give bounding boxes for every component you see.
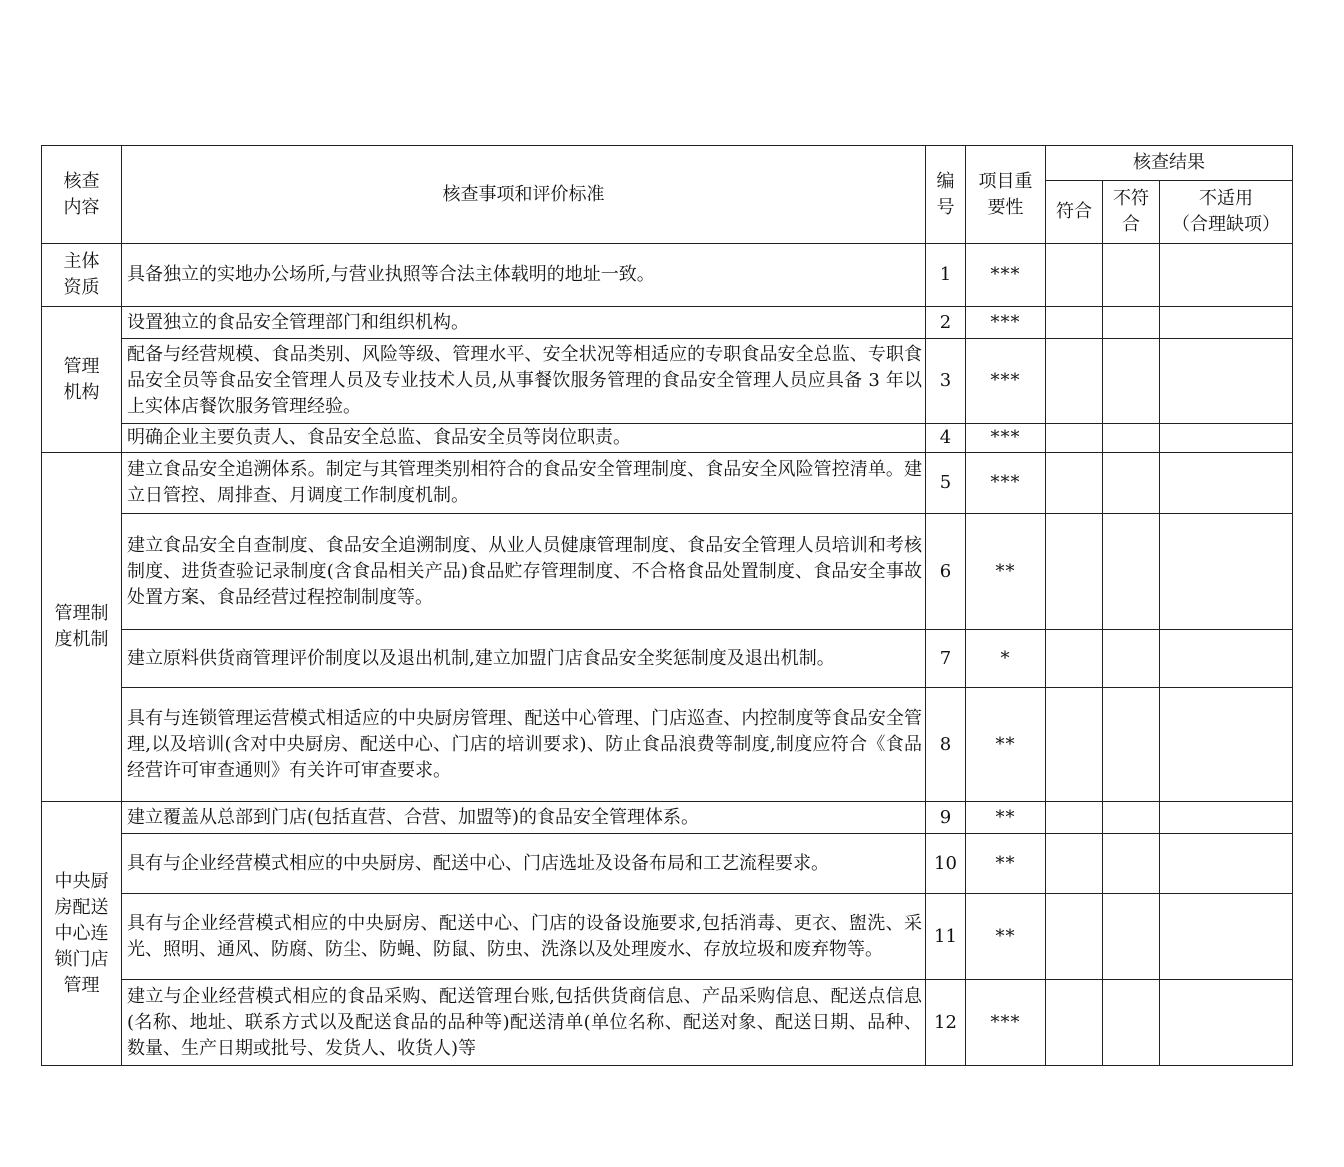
item-text: 建立原料供货商管理评价制度以及退出机制,建立加盟门店食品安全奖惩制度及退出机制。 — [122, 630, 926, 688]
group-label — [42, 307, 122, 453]
item-importance: *** — [966, 307, 1046, 339]
group-label — [42, 802, 122, 1066]
conform-cell[interactable] — [1046, 630, 1103, 688]
nonconform-cell[interactable] — [1103, 980, 1160, 1066]
nonconform-cell[interactable] — [1103, 307, 1160, 339]
item-text: 建立食品安全追溯体系。制定与其管理类别相符合的食品安全管理制度、食品安全风险管控清单。建立日管控、周排查、月调度工作制度机制。 — [122, 453, 926, 514]
item-number: 8 — [926, 688, 966, 802]
conform-cell[interactable] — [1046, 339, 1103, 424]
conform-cell[interactable] — [1046, 688, 1103, 802]
item-importance: *** — [966, 424, 1046, 453]
item-number: 11 — [926, 894, 966, 980]
na-cell[interactable] — [1160, 630, 1293, 688]
na-cell[interactable] — [1160, 802, 1293, 834]
nonconform-cell[interactable] — [1103, 453, 1160, 514]
nonconform-cell[interactable] — [1103, 688, 1160, 802]
table-row — [42, 514, 1293, 630]
table-row — [42, 688, 1293, 802]
table-row — [42, 244, 1293, 307]
item-text: 设置独立的食品安全管理部门和组织机构。 — [122, 307, 926, 339]
conform-cell[interactable] — [1046, 453, 1103, 514]
header-content — [42, 146, 122, 244]
item-number: 7 — [926, 630, 966, 688]
item-text: 具有与企业经营模式相应的中央厨房、配送中心、门店的设备设施要求,包括消毒、更衣、盥洗、采光、照明、通风、防腐、防尘、防蝇、防鼠、防虫、洗涤以及处理废水、存放垃圾和废弃物等。 — [122, 894, 926, 980]
conform-cell[interactable] — [1046, 244, 1103, 307]
na-cell[interactable] — [1160, 339, 1293, 424]
group-label — [42, 453, 122, 802]
table-row — [42, 630, 1293, 688]
item-number: 10 — [926, 834, 966, 894]
nonconform-cell[interactable] — [1103, 514, 1160, 630]
header-importance-label: 项目重要性 — [978, 170, 1033, 218]
item-importance: ** — [966, 688, 1046, 802]
header-nonconform-label: 不符合 — [1113, 188, 1149, 235]
table-row — [42, 802, 1293, 834]
table-row — [42, 339, 1293, 424]
item-number: 3 — [926, 339, 966, 424]
item-number: 12 — [926, 980, 966, 1066]
item-text: 配备与经营规模、食品类别、风险等级、管理水平、安全状况等相适应的专职食品安全总监、专职食品安全员等食品安全管理人员及专业技术人员,从事餐饮服务管理的食品安全管理人员应具备 3 年以上实体店餐饮服务管理经验。 — [122, 339, 926, 424]
header-items: 核查事项和评价标准 — [122, 146, 926, 244]
group-label — [42, 244, 122, 307]
item-number: 4 — [926, 424, 966, 453]
header-no-label: 编号 — [936, 170, 955, 218]
item-text: 具有与连锁管理运营模式相适应的中央厨房管理、配送中心管理、门店巡查、内控制度等食品安全管理,以及培训(含对中央厨房、配送中心、门店的培训要求)、防止食品浪费等制度,制度应符合《食品经营许可审查通则》有关许可审查要求。 — [122, 688, 926, 802]
header-result: 核查结果 — [1046, 146, 1293, 181]
na-cell[interactable] — [1160, 307, 1293, 339]
item-text: 具备独立的实地办公场所,与营业执照等合法主体载明的地址一致。 — [122, 244, 926, 307]
table-row — [42, 894, 1293, 980]
na-cell[interactable] — [1160, 894, 1293, 980]
conform-cell[interactable] — [1046, 834, 1103, 894]
conform-cell[interactable] — [1046, 424, 1103, 453]
header-na — [1160, 181, 1293, 244]
header-importance — [966, 146, 1046, 244]
na-cell[interactable] — [1160, 514, 1293, 630]
table-row — [42, 980, 1293, 1066]
group-label-text: 主体资质 — [63, 251, 100, 298]
item-importance: * — [966, 630, 1046, 688]
item-importance: ** — [966, 834, 1046, 894]
header-na-label: 不适用 — [1199, 188, 1253, 209]
item-number: 6 — [926, 514, 966, 630]
item-importance: ** — [966, 514, 1046, 630]
na-cell[interactable] — [1160, 453, 1293, 514]
group-label-text: 管理制度机制 — [54, 603, 109, 650]
header-content-label: 核查内容 — [63, 170, 100, 218]
nonconform-cell[interactable] — [1103, 244, 1160, 307]
item-importance: *** — [966, 244, 1046, 307]
na-cell[interactable] — [1160, 244, 1293, 307]
group-label-text: 中央厨房配送中心连锁门店管理 — [54, 870, 109, 996]
nonconform-cell[interactable] — [1103, 630, 1160, 688]
item-text: 建立覆盖从总部到门店(包括直营、合营、加盟等)的食品安全管理体系。 — [122, 802, 926, 834]
item-importance: *** — [966, 339, 1046, 424]
conform-cell[interactable] — [1046, 894, 1103, 980]
table-row — [42, 307, 1293, 339]
table-row — [42, 453, 1293, 514]
nonconform-cell[interactable] — [1103, 834, 1160, 894]
header-conform: 符合 — [1046, 181, 1103, 244]
header-na-note: （合理缺项） — [1172, 214, 1280, 235]
conform-cell[interactable] — [1046, 307, 1103, 339]
item-text: 具有与企业经营模式相应的中央厨房、配送中心、门店选址及设备布局和工艺流程要求。 — [122, 834, 926, 894]
inspection-table — [41, 145, 1293, 1066]
conform-cell[interactable] — [1046, 514, 1103, 630]
item-importance: ** — [966, 802, 1046, 834]
item-importance: *** — [966, 453, 1046, 514]
group-label-text: 管理机构 — [63, 355, 100, 403]
na-cell[interactable] — [1160, 980, 1293, 1066]
item-text: 建立与企业经营模式相应的食品采购、配送管理台账,包括供货商信息、产品采购信息、配送点信息(名称、地址、联系方式以及配送食品的品种等)配送清单(单位名称、配送对象、配送日期、品种、数量、生产日期或批号、发货人、收货人)等 — [122, 980, 926, 1066]
item-text: 建立食品安全自查制度、食品安全追溯制度、从业人员健康管理制度、食品安全管理人员培训和考核制度、进货查验记录制度(含食品相关产品)食品贮存管理制度、不合格食品处置制度、食品安全事故处置方案、食品经营过程控制制度等。 — [122, 514, 926, 630]
item-importance: *** — [966, 980, 1046, 1066]
conform-cell[interactable] — [1046, 802, 1103, 834]
na-cell[interactable] — [1160, 424, 1293, 453]
table-row — [42, 834, 1293, 894]
item-importance: ** — [966, 894, 1046, 980]
nonconform-cell[interactable] — [1103, 802, 1160, 834]
header-no — [926, 146, 966, 244]
conform-cell[interactable] — [1046, 980, 1103, 1066]
item-number: 5 — [926, 453, 966, 514]
item-text: 明确企业主要负责人、食品安全总监、食品安全员等岗位职责。 — [122, 424, 926, 453]
item-number: 2 — [926, 307, 966, 339]
na-cell[interactable] — [1160, 688, 1293, 802]
na-cell[interactable] — [1160, 834, 1293, 894]
nonconform-cell[interactable] — [1103, 339, 1160, 424]
item-number: 1 — [926, 244, 966, 307]
item-number: 9 — [926, 802, 966, 834]
table-row — [42, 424, 1293, 453]
nonconform-cell[interactable] — [1103, 424, 1160, 453]
nonconform-cell[interactable] — [1103, 894, 1160, 980]
header-nonconform — [1103, 181, 1160, 244]
